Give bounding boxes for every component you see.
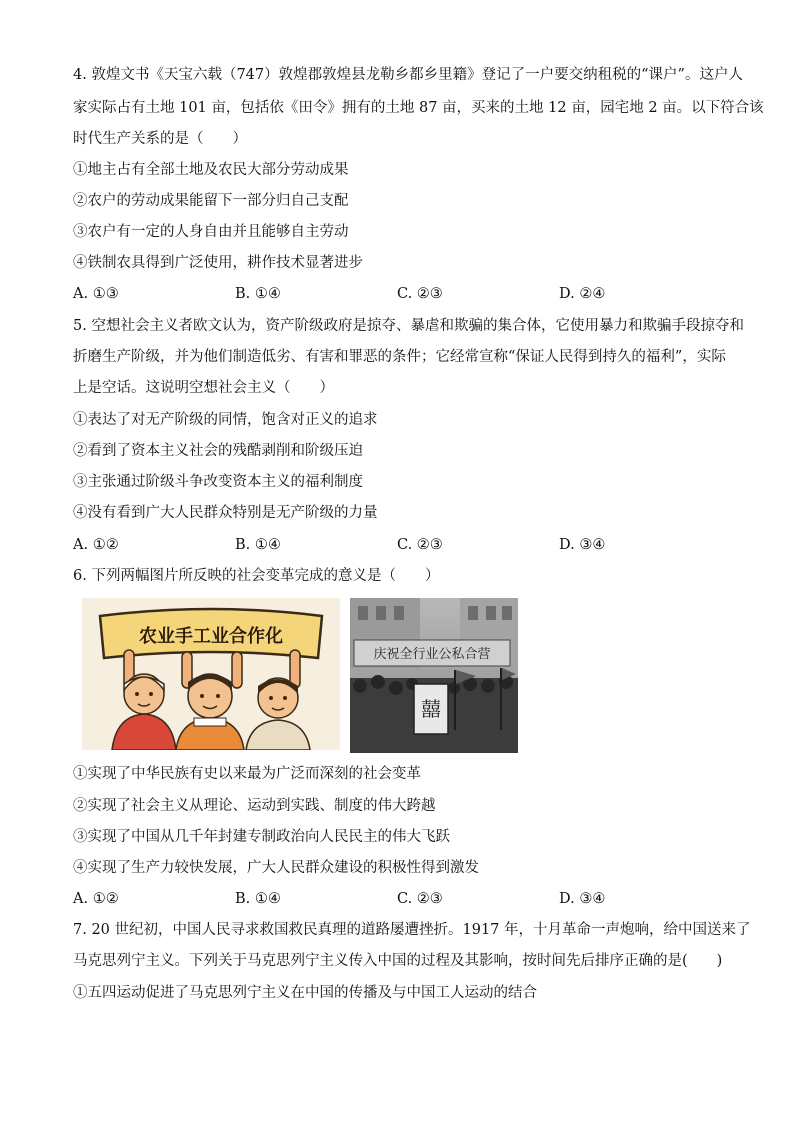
q5-item-3: ③主张通过阶级斗争改变资本主义的福利制度 xyxy=(73,474,363,490)
q4-item-4: ④铁制农具得到广泛使用，耕作技术显著进步 xyxy=(73,255,363,271)
public-private-parade-photo xyxy=(350,598,518,753)
q4-item-2: ②农户的劳动成果能留下一部分归自己支配 xyxy=(73,193,349,209)
photo-sign-text: 庆祝全行业公私合营 xyxy=(373,647,491,662)
q5-stem-line-3: 上是空话。这说明空想社会主义（ ） xyxy=(73,380,334,396)
q5-option-b[interactable]: B. ①④ xyxy=(235,537,281,553)
q7-stem-line-2: 马克思列宁主义。下列关于马克思列宁主义传入中国的过程及其影响，按时间先后排序正确的是( ) xyxy=(73,953,723,969)
poster-banner-text: 农业手工业合作化 xyxy=(139,626,283,647)
q5-option-a[interactable]: A. ①② xyxy=(73,537,119,553)
q5-stem-line-1: 5. 空想社会主义者欧文认为，资产阶级政府是掠夺、暴虐和欺骗的集合体，它使用暴力和欺骗手段掠夺和 xyxy=(73,318,744,334)
q6-options xyxy=(73,889,713,909)
q4-option-d[interactable]: D. ②④ xyxy=(559,286,606,302)
q7-stem-line-1: 7. 20 世纪初，中国人民寻求救国救民真理的道路屡遭挫折。1917 年，十月革命一声炮响，给中国送来了 xyxy=(73,922,751,938)
q4-stem-line-3: 时代生产关系的是（ ） xyxy=(73,131,247,147)
q5-stem-line-2: 折磨生产阶级，并为他们制造低劣、有害和罪恶的条件；它经常宣称“保证人民得到持久的福利”，实际 xyxy=(73,349,726,365)
q6-item-1: ①实现了中华民族有史以来最为广泛而深刻的社会变革 xyxy=(73,766,421,782)
q4-option-c[interactable]: C. ②③ xyxy=(397,286,443,302)
q4-item-1: ①地主占有全部土地及农民大部分劳动成果 xyxy=(73,162,349,178)
q4-option-a[interactable]: A. ①③ xyxy=(73,286,119,302)
q6-item-2: ②实现了社会主义从理论、运动到实践、制度的伟大跨越 xyxy=(73,798,436,814)
q6-item-4: ④实现了生产力较快发展，广大人民群众建设的积极性得到激发 xyxy=(73,860,479,876)
q4-options xyxy=(73,284,713,304)
q4-stem-line-2: 家实际占有土地 101 亩，包括依《田令》拥有的土地 87 亩，买来的土地 12 亩，园宅地 2 亩。以下符合该 xyxy=(73,100,764,116)
q6-option-a[interactable]: A. ①② xyxy=(73,891,119,907)
q6-stem: 6. 下列两幅图片所反映的社会变革完成的意义是（ ） xyxy=(73,568,440,584)
q5-options xyxy=(73,535,713,555)
q6-option-d[interactable]: D. ③④ xyxy=(559,891,606,907)
q4-option-b[interactable]: B. ①④ xyxy=(235,286,281,302)
cooperative-poster-image xyxy=(82,598,340,750)
q4-item-3: ③农户有一定的人身自由并且能够自主劳动 xyxy=(73,224,349,240)
q6-option-c[interactable]: C. ②③ xyxy=(397,891,443,907)
q5-item-1: ①表达了对无产阶级的同情，饱含对正义的追求 xyxy=(73,412,378,428)
q6-item-3: ③实现了中国从几千年封建专制政治向人民民主的伟大飞跃 xyxy=(73,829,450,845)
q5-option-c[interactable]: C. ②③ xyxy=(397,537,443,553)
q5-option-d[interactable]: D. ③④ xyxy=(559,537,606,553)
q6-option-b[interactable]: B. ①④ xyxy=(235,891,281,907)
q4-stem-line-1: 4. 敦煌文书《天宝六载（747）敦煌郡敦煌县龙勒乡都乡里籍》登记了一户要交纳租税的“课户”。这户人 xyxy=(73,67,743,83)
photo-plaque-text: 囍 xyxy=(421,697,441,721)
q5-item-2: ②看到了资本主义社会的残酷剥削和阶级压迫 xyxy=(73,443,363,459)
q7-item-1: ①五四运动促进了马克思列宁主义在中国的传播及与中国工人运动的结合 xyxy=(73,985,537,1001)
q5-item-4: ④没有看到广大人民群众特别是无产阶级的力量 xyxy=(73,505,378,521)
